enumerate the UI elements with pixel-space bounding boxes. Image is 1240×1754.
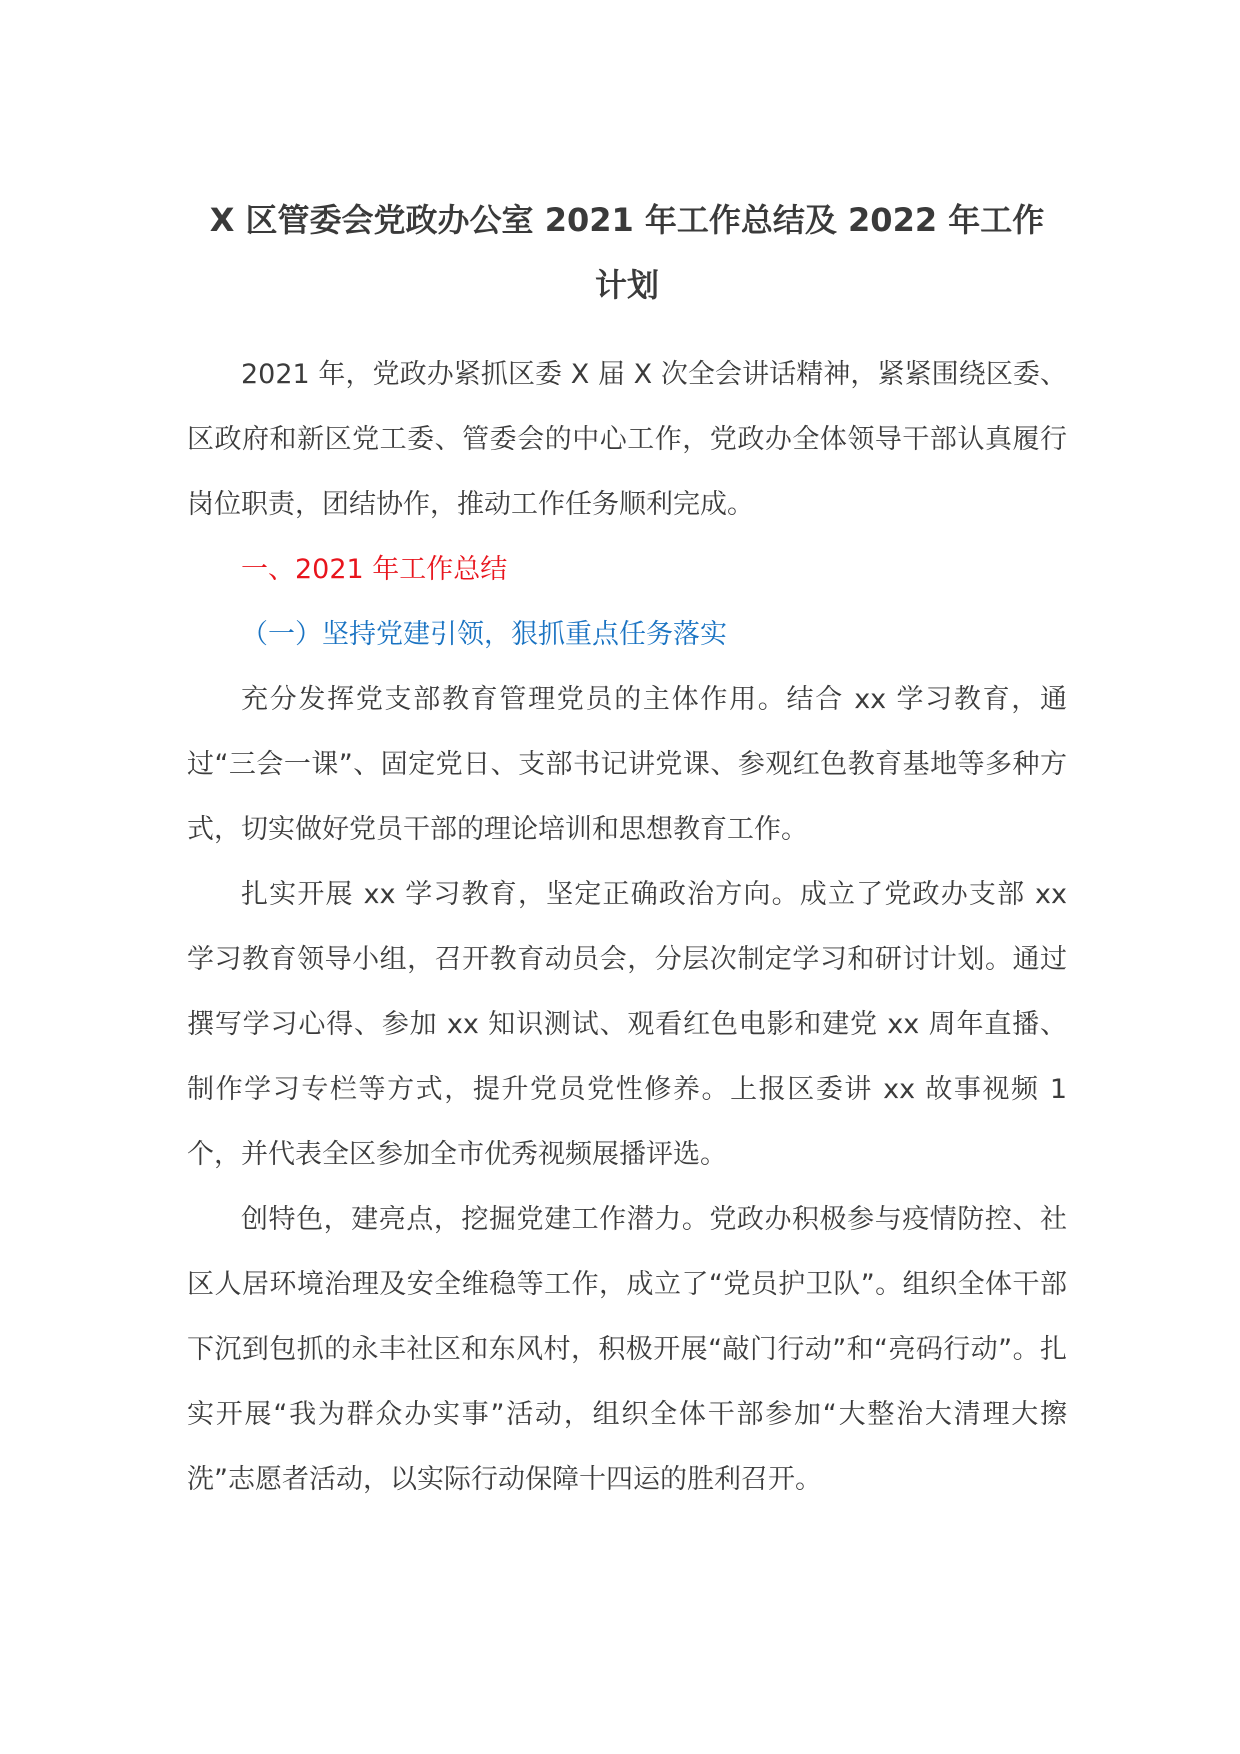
document-title: [187, 188, 1067, 318]
subsection-heading: （一）坚持党建引领，狠抓重点任务落实: [241, 619, 727, 650]
document-body: [187, 342, 1067, 1512]
document-page: [187, 188, 1067, 1512]
body-paragraph-1: 充分发挥党支部教育管理党员的主体作用。结合 xx 学习教育，通过“三会一课”、固定党日、支部书记讲党课、参观红色教育基地等多种方式，切实做好党员干部的理论培训和思想教育工作。: [187, 684, 1067, 845]
body-paragraph-2: 扎实开展 xx 学习教育，坚定正确政治方向。成立了党政办支部 xx 学习教育领导小组，召开教育动员会，分层次制定学习和研讨计划。通过撰写学习心得、参加 xx 知识测试、观看红色电影和建党 xx 周年直播、制作学习专栏等方式，提升党员党性修养。上报区委讲 xx 故事视频 1 个，并代表全区参加全市优秀视频展播评选。: [187, 879, 1067, 1170]
section-heading: 一、2021 年工作总结: [241, 554, 508, 585]
body-paragraph-3: 创特色，建亮点，挖掘党建工作潜力。党政办积极参与疫情防控、社区人居环境治理及安全维稳等工作，成立了“党员护卫队”。组织全体干部下沉到包抓的永丰社区和东风村，积极开展“敲门行动”和“亮码行动”。扎实开展“我为群众办实事”活动，组织全体干部参加“大整治大清理大擦洗”志愿者活动，以实际行动保障十四运的胜利召开。: [187, 1204, 1067, 1495]
title-line-2: 计划: [594, 266, 659, 304]
title-line-1: X 区管委会党政办公室 2021 年工作总结及 2022 年工作: [209, 201, 1045, 239]
intro-paragraph: 2021 年，党政办紧抓区委 X 届 X 次全会讲话精神，紧紧围绕区委、区政府和新区党工委、管委会的中心工作，党政办全体领导干部认真履行岗位职责，团结协作，推动工作任务顺利完成。: [187, 359, 1067, 520]
